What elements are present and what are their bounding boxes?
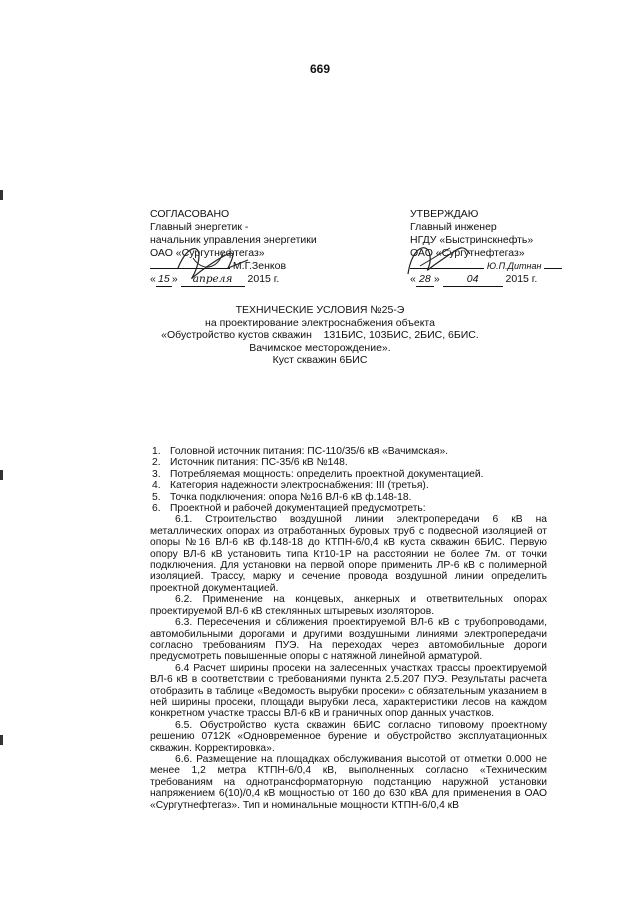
approval-right-position-2: НГДУ «Быстринскнефть»	[410, 234, 534, 246]
list-number: 6.	[152, 503, 161, 515]
approval-left-position-1: Главный энергетик -	[150, 221, 249, 233]
paragraph-6-2: 6.2. Применение на концевых, анкерных и ответвительных опорах проектируемой ВЛ-6 кВ стеклянных штыревых изоляторов.	[150, 594, 547, 617]
list-number: 3.	[152, 468, 161, 480]
approval-right-day: 28	[416, 273, 434, 287]
approval-right-date	[410, 273, 562, 287]
list-item	[150, 457, 547, 468]
approval-right-position-1: Главный инженер	[410, 221, 497, 233]
margin-mark	[0, 190, 3, 200]
paragraph-6-4: 6.4 Расчет ширины просеки на залесенных участках трассы проектируемой ВЛ-6 кВ в соответствии с требованиями пункта 2.5.207 ПУЭ. Результаты расчета отобразить в таблице «Ведомость вырубки просеки» с обязательным указанием в ней ширины просеки, площади вырубки леса, характеристики лесов на каждом конкретном участке трассы ВЛ-6 кВ и граничных опор данных участков.	[150, 662, 547, 720]
paragraph-6-1: 6.1. Строительство воздушной линии электропередачи 6 кВ на металлических опорах из отработанных буровых труб с подвесной изоляцией от опоры №16 ВЛ-6 кВ ф.148-18 до КТПН-6/0,4 кВ куста скважин 6БИС. Первую опору ВЛ-6 кВ установить типа Кт10-1Р на расстоянии не более 7м. от точки подключения. Для установки на первой опоре применить ЛР-6 кВ с полимерной изоляцией. Трассу, марку и сечение провода воздушной линии определить проектной документацией.	[150, 514, 547, 594]
list-number: 5.	[152, 491, 161, 503]
list-number: 2.	[152, 457, 161, 469]
approval-right	[410, 208, 562, 287]
approval-right-year: 2015 г.	[505, 273, 538, 285]
list-text: Источник питания: ПС-35/6 кВ №148.	[170, 457, 348, 469]
document-title	[0, 304, 640, 367]
title-line-5: Куст скважин 6БИС	[272, 354, 368, 366]
list-item	[150, 503, 547, 514]
list-text: Потребляемая мощность: определить проектной документацией.	[170, 468, 484, 480]
quote-close: »	[433, 273, 440, 285]
approval-left-heading: СОГЛАСОВАНО	[150, 208, 230, 220]
list-number: 4.	[152, 480, 161, 492]
approval-left-month: апреля	[181, 273, 245, 287]
page-number: 669	[309, 62, 331, 76]
quote-open: «	[150, 273, 156, 285]
margin-mark	[0, 470, 3, 480]
approval-left-date	[150, 273, 317, 287]
approval-right-signer: Ю.П.Дитнан	[486, 261, 542, 271]
list-item	[150, 480, 547, 491]
approval-left-year: 2015 г.	[247, 273, 280, 285]
list-text: Категория надежности электроснабжения: III (третья).	[170, 480, 429, 492]
list-text: Точка подключения: опора №16 ВЛ-6 кВ ф.148-18.	[170, 491, 412, 503]
list-item	[150, 492, 547, 503]
list-number: 1.	[152, 446, 161, 457]
approval-right-signature-line	[410, 260, 562, 273]
list-text: Головной источник питания: ПС-110/35/6 кВ «Вачимская».	[170, 446, 449, 457]
margin-mark	[0, 735, 3, 745]
approval-right-heading: УТВЕРЖДАЮ	[410, 208, 479, 220]
title-line-1: ТЕХНИЧЕСКИЕ УСЛОВИЯ №25-Э	[235, 304, 405, 316]
approval-left-day: 15	[156, 273, 172, 287]
quote-close: »	[171, 273, 178, 285]
paragraph-6-3: 6.3. Пересечения и сближения проектируемой ВЛ-6 кВ с трубопроводами, автомобильными дорогами и другими воздушными линиями электропередачи согласно требованиям ПУЭ. На переходах через автомобильные дороги предусмотреть повышенные опоры с натяжной линейной арматурой.	[150, 617, 547, 663]
title-line-4: Вачимское месторождение».	[249, 341, 391, 354]
approval-right-company: ОАО «Сургутнефтегаз»	[410, 247, 525, 259]
list-item	[150, 446, 547, 457]
list-text: Проектной и рабочей документацией предусмотреть:	[170, 503, 426, 515]
approval-left	[150, 208, 317, 287]
paragraph-6-6: 6.6. Размещение на площадках обслуживания высотой от отметки 0.000 не менее 1,2 метра КТПН-6/0,4 кВ, выполненных согласно «Техническим требованиям на однотрансформаторную подстанцию наружной установки напряжением 6(10)/0,4 кВ мощностью от 160 до 630 кВА для применения в ОАО «Сургутнефтегаз». Тип и номинальные мощности КТПН-6/0,4 кВ	[150, 753, 547, 811]
title-line-2: на проектирование электроснабжения объекта	[205, 316, 435, 329]
quote-open: «	[410, 273, 416, 285]
approval-left-signer: М.Г.Зенков	[232, 260, 287, 272]
list-item	[150, 469, 547, 480]
document-body	[150, 446, 547, 811]
approval-left-position-2: начальник управления энергетики	[150, 234, 317, 246]
approval-left-company: ОАО «Сургутнефтегаз»	[150, 247, 265, 259]
paragraph-6-5: 6.5. Обустройство куста скважин 6БИС согласно типовому проектному решению 0712К «Одновременное бурение и обустройство эксплуатационных скважин. Корректировка».	[150, 719, 547, 754]
approval-left-signature-line	[150, 260, 317, 273]
title-line-3: «Обустройство кустов скважин 131БИС, 103БИС, 2БИС, 6БИС.	[161, 329, 479, 341]
approval-right-month: 04	[443, 273, 503, 287]
